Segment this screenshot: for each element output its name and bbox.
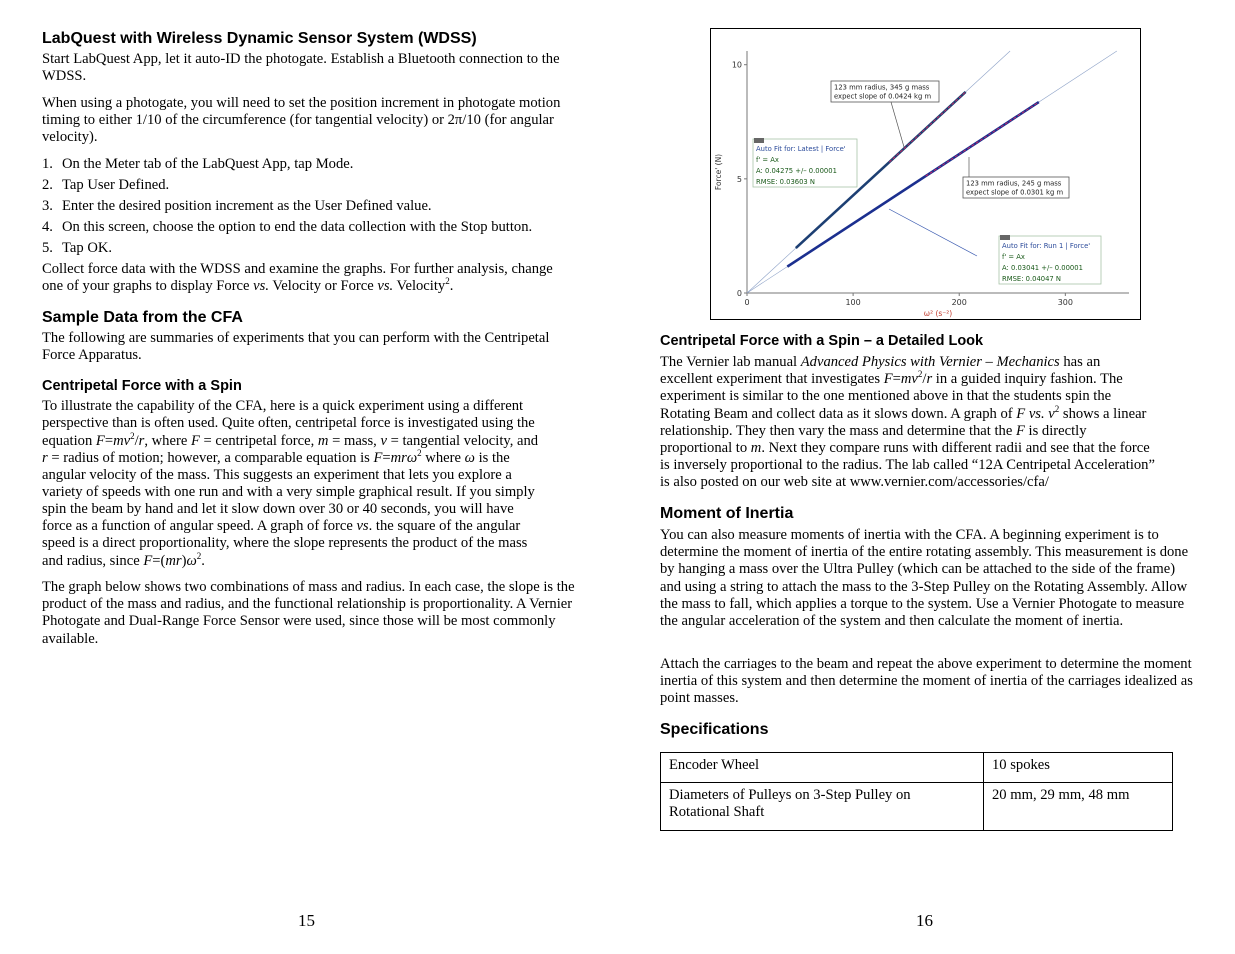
sample-data-paragraph: The following are summaries of experiments that you can perform with the Centripetal Force Apparatus. [42, 330, 550, 364]
spin-heading: Centripetal Force with a Spin [42, 378, 242, 394]
specifications-table [660, 752, 1173, 831]
y-axis-label: Force' (N) [714, 153, 723, 191]
wdss-collect-paragraph: Collect force data with the WDSS and examine the graphs. For further analysis, change one of your graphs to display Force vs. Velocity or Force vs. Velocity$^2$. [42, 261, 553, 295]
spec-row [661, 753, 1173, 783]
fit-box-text: A: 0.04275 +/– 0.00001 [756, 167, 837, 175]
annotation-text: expect slope of 0.0424 kg m [834, 92, 932, 101]
step-3: 3. Enter the desired position increment as the User Defined value. [42, 198, 432, 214]
x-tick-label: 100 [845, 298, 861, 307]
step-1: 1. On the Meter tab of the LabQuest App, tap Mode. [42, 156, 354, 172]
spec-label: Encoder Wheel [661, 753, 984, 783]
spec-label: Diameters of Pulleys on 3-Step Pulley on Rotational Shaft [661, 783, 984, 830]
moment-of-inertia-heading: Moment of Inertia [660, 505, 794, 522]
wdss-photogate-paragraph: When using a photogate, you will need to set the position increment in photogate motion timing to either 1/10 of the circumference (for tangential velocity) or 2π/10 (for angular velocity). [42, 95, 561, 146]
chart-svg [711, 29, 1140, 319]
moi-paragraph-1: You can also measure moments of inertia with the CFA. A beginning experiment is to determine the moment of inertia of the entire rotating assembly. This measurement is done by hanging a mass over the Ultra Pulley (which can be attached to the side of the frame) and using a string to attach the mass to the 3-Step Pulley on the Rotating Assembly. Allow the mass to fall, which applies a torque to the system. Use a Vernier Photogate to measure the angular acceleration of the system and then calculate the moment of inertia. [660, 527, 1189, 630]
spec-row [661, 783, 1173, 830]
fit-box-text: f' = Ax [1002, 253, 1025, 261]
page-number-right: 16 [916, 911, 933, 930]
force-vs-omega-squared-graph [710, 28, 1141, 320]
fit-box-text: RMSE: 0.04047 N [1002, 275, 1061, 283]
fit-box-leader [889, 209, 977, 256]
page-number-left: 15 [298, 911, 315, 930]
annotation-text: 123 mm radius, 345 g mass [834, 83, 930, 92]
fit-box-text: Auto Fit for: Run 1 | Force' [1002, 242, 1091, 250]
wdss-heading: LabQuest with Wireless Dynamic Sensor System (WDSS) [42, 30, 477, 47]
spec-value: 10 spokes [984, 753, 1173, 783]
moi-paragraph-2: Attach the carriages to the beam and repeat the above experiment to determine the moment inertia of this system and then determine the moment of inertia of the carriages idealized as point masses. [660, 656, 1193, 707]
fit-box-icon [1000, 235, 1010, 240]
detail-heading: Centripetal Force with a Spin – a Detailed Look [660, 333, 984, 349]
x-tick-label: 0 [744, 298, 750, 307]
fit-box-text: RMSE: 0.03603 N [756, 178, 815, 186]
x-axis-label: ω² (s⁻²) [923, 309, 953, 318]
y-tick-label: 0 [736, 289, 742, 298]
y-tick-label: 10 [731, 60, 742, 70]
wdss-intro: Start LabQuest App, let it auto-ID the photogate. Establish a Bluetooth connection to the WDSS. [42, 51, 560, 85]
annotation-text: 123 mm radius, 245 g mass [966, 179, 1062, 188]
step-4: 4. On this screen, choose the option to end the data collection with the Stop button. [42, 219, 533, 235]
annotation-text: expect slope of 0.0301 kg m [966, 188, 1064, 197]
annotation-leader [891, 102, 904, 147]
step-2: 2. Tap User Defined. [42, 177, 170, 193]
step-5: 5. Tap OK. [42, 240, 113, 256]
fit-box-icon [754, 138, 764, 143]
fit-box-text: A: 0.03041 +/– 0.00001 [1002, 264, 1083, 272]
x-tick-label: 200 [951, 298, 967, 307]
specifications-heading: Specifications [660, 721, 769, 738]
x-tick-label: 300 [1057, 298, 1073, 307]
fit-box-text: f' = Ax [756, 156, 779, 164]
sample-data-heading: Sample Data from the CFA [42, 309, 243, 326]
graph-description-paragraph: The graph below shows two combinations of mass and radius. In each case, the slope is the product of the mass and radius, and the functional relationship is proportionality. A Vernier Photogate and Dual-Range Force Sensor were used, since those will be most commonly available. [42, 579, 575, 647]
spec-value: 20 mm, 29 mm, 48 mm [984, 783, 1173, 830]
y-tick-label: 5 [736, 174, 742, 184]
fit-box-text: Auto Fit for: Latest | Force' [756, 145, 846, 153]
